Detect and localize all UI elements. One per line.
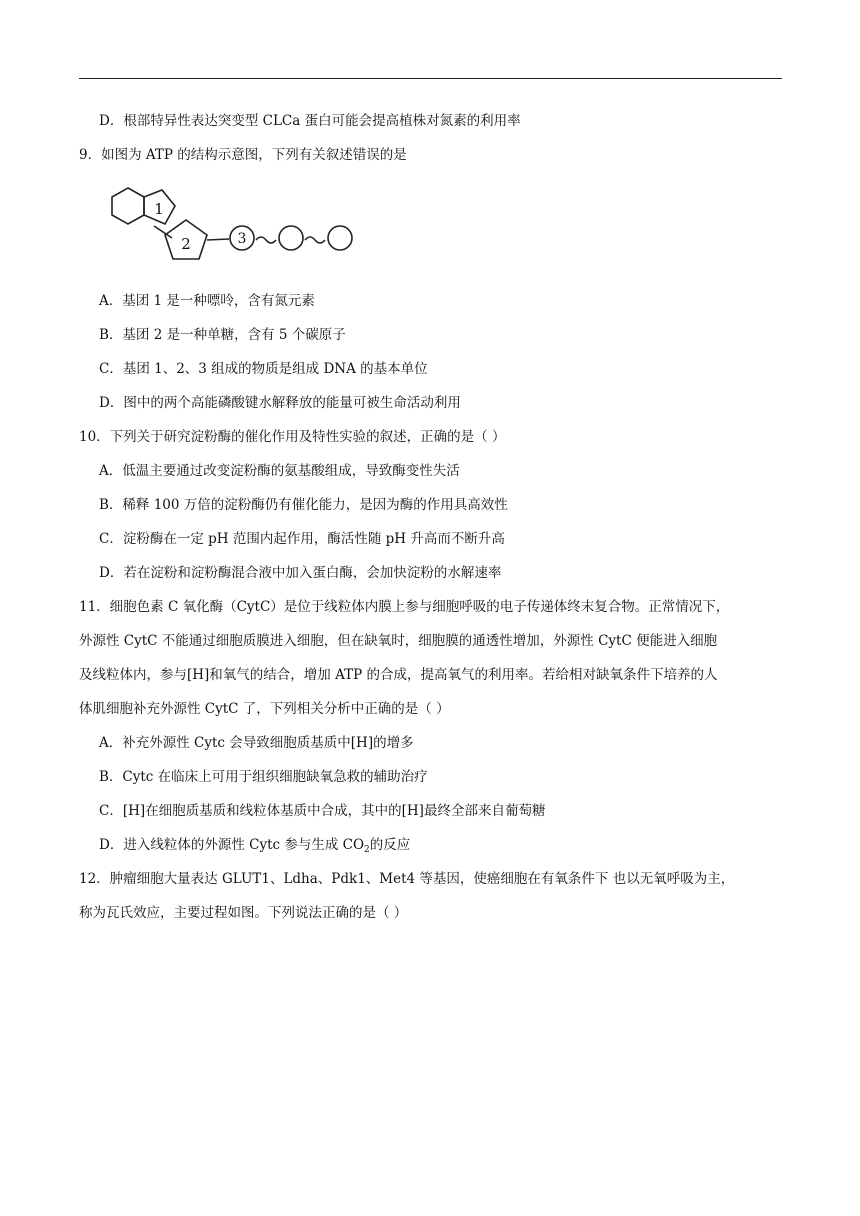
q9-option-c: C．基团 1、2、3 组成的物质是组成 DNA 的基本单位 (99, 361, 428, 377)
phosphate-circle-1 (328, 226, 352, 250)
q12-stem-line-2: 称为瓦氏效应，主要过程如图。下列说法正确的是（ ） (79, 905, 408, 921)
figure-label-2: 2 (181, 235, 191, 253)
q11-option-d-text: D．进入线粒体的外源性 Cytc 参与生成 CO (99, 837, 365, 853)
q9-option-d: D．图中的两个高能磷酸键水解释放的能量可被生命活动利用 (99, 395, 461, 411)
q10-option-a: A．低温主要通过改变淀粉酶的氨基酸组成，导致酶变性失活 (99, 463, 460, 479)
q11-option-d-tail: 的反应 (369, 837, 411, 853)
q11-option-b: B．Cytc 在临床上可用于组织细胞缺氧急救的辅助治疗 (99, 769, 428, 785)
q11-stem-line-3: 及线粒体内，参与[H]和氧气的结合，增加 ATP 的合成，提高氧气的利用率。若给相对缺氧条件下培养的人 (79, 667, 718, 683)
high-energy-bond-1 (256, 237, 276, 243)
q9-option-a: A．基团 1 是一种嘌呤，含有氮元素 (99, 293, 315, 309)
q10-option-c: C．淀粉酶在一定 pH 范围内起作用，酶活性随 pH 升高而不断升高 (99, 531, 505, 547)
q8-option-d: D．根部特异性表达突变型 CLCa 蛋白可能会提高植株对氮素的利用率 (99, 113, 521, 129)
q11-stem-line-2: 外源性 CytC 不能通过细胞质膜进入细胞，但在缺氧时，细胞膜的通透性增加，外源性 CytC 便能进入细胞 (79, 633, 718, 649)
phosphate-circle-2 (279, 226, 303, 250)
q11-option-d-subscript: 2 (364, 845, 370, 855)
q9-stem: 9．如图为 ATP 的结构示意图，下列有关叙述错误的是 (79, 147, 407, 163)
q12-stem-line-1: 12．肿瘤细胞大量表达 GLUT1、Ldha、Pdk1、Met4 等基因，使癌细胞在有氧条件下 也以无氧呼吸为主， (79, 871, 735, 887)
header-rule (79, 78, 782, 79)
atp-structure-figure (86, 180, 366, 275)
q11-stem-line-4: 体肌细胞补充外源性 CytC 了，下列相关分析中正确的是（ ） (79, 701, 450, 717)
hexagon-ring (112, 188, 144, 224)
figure-label-3: 3 (237, 231, 247, 247)
q10-stem: 10．下列关于研究淀粉酶的催化作用及特性实验的叙述，正确的是（ ） (79, 429, 506, 445)
q11-option-c: C．[H]在细胞质基质和线粒体基质中合成，其中的[H]最终全部来自葡萄糖 (99, 803, 546, 819)
q10-option-b: B．稀释 100 万倍的淀粉酶仍有催化能力，是因为酶的作用具高效性 (99, 497, 508, 513)
figure-label-1: 1 (154, 200, 164, 218)
bond-2-3 (207, 239, 229, 240)
q10-option-d: D．若在淀粉和淀粉酶混合液中加入蛋白酶，会加快淀粉的水解速率 (99, 565, 502, 581)
q11-option-d (99, 836, 410, 859)
q11-option-a: A．补充外源性 Cytc 会导致细胞质基质中[H]的增多 (99, 735, 414, 751)
q11-stem-line-1: 11．细胞色素 C 氧化酶（CytC）是位于线粒体内膜上参与细胞呼吸的电子传递体终末复合物。正常情况下， (79, 599, 730, 615)
q9-option-b: B．基团 2 是一种单糖，含有 5 个碳原子 (99, 327, 346, 343)
high-energy-bond-2 (305, 237, 325, 243)
